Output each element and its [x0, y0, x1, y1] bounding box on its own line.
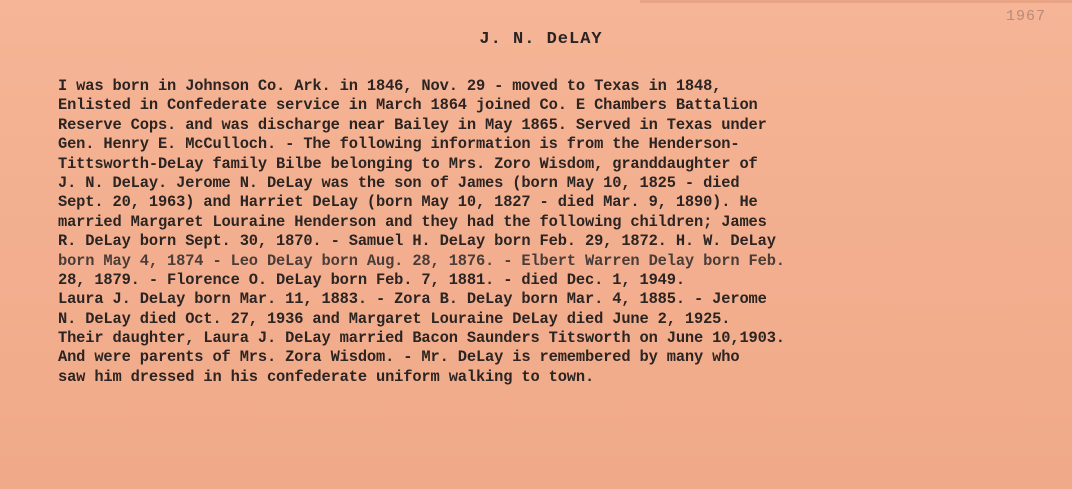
body-paragraph	[58, 77, 1068, 387]
text-line: 28, 1879. - Florence O. DeLay born Feb. 7, 1881. - died Dec. 1, 1949.	[58, 270, 685, 289]
text-line: Sept. 20, 1963) and Harriet DeLay (born May 10, 1827 - died Mar. 9, 1890). He	[58, 193, 758, 212]
text-line: Gen. Henry E. McCulloch. - The following information is from the Henderson-	[58, 135, 740, 154]
text-line: N. DeLay died Oct. 27, 1936 and Margaret Louraine DeLay died June 2, 1925.	[58, 309, 731, 328]
text-line: I was born in Johnson Co. Ark. in 1846, Nov. 29 - moved to Texas in 1848,	[58, 77, 722, 95]
text-line: married Margaret Louraine Henderson and they had the following children; James	[58, 212, 767, 231]
page-number: 1967	[1005, 8, 1046, 25]
text-line: Their daughter, Laura J. DeLay married Bacon Saunders Titsworth on June 10,1903.	[58, 329, 785, 348]
page-edge-shadow	[640, 0, 1072, 3]
text-line: born May 4, 1874 - Leo DeLay born Aug. 28, 1876. - Elbert Warren Delay born Feb.	[58, 251, 785, 270]
text-line: Reserve Cops. and was discharge near Bailey in May 1865. Served in Texas under	[58, 115, 767, 134]
text-line: And were parents of Mrs. Zora Wisdom. - Mr. DeLay is remembered by many who	[58, 348, 740, 367]
text-line: R. DeLay born Sept. 30, 1870. - Samuel H. DeLay born Feb. 29, 1872. H. W. DeLay	[58, 232, 776, 251]
text-line: Tittsworth-DeLay family Bilbe belonging to Mrs. Zoro Wisdom, granddaughter of	[58, 154, 758, 173]
text-line: Enlisted in Confederate service in March 1864 joined Co. E Chambers Battalion	[58, 96, 758, 115]
text-line: Laura J. DeLay born Mar. 11, 1883. - Zora B. DeLay born Mar. 4, 1885. - Jerome	[58, 290, 767, 309]
text-line: saw him dressed in his confederate uniform walking to town.	[58, 367, 595, 386]
text-line: J. N. DeLay. Jerome N. DeLay was the son of James (born May 10, 1825 - died	[58, 173, 740, 192]
document-title: J. N. DeLAY	[479, 30, 603, 49]
